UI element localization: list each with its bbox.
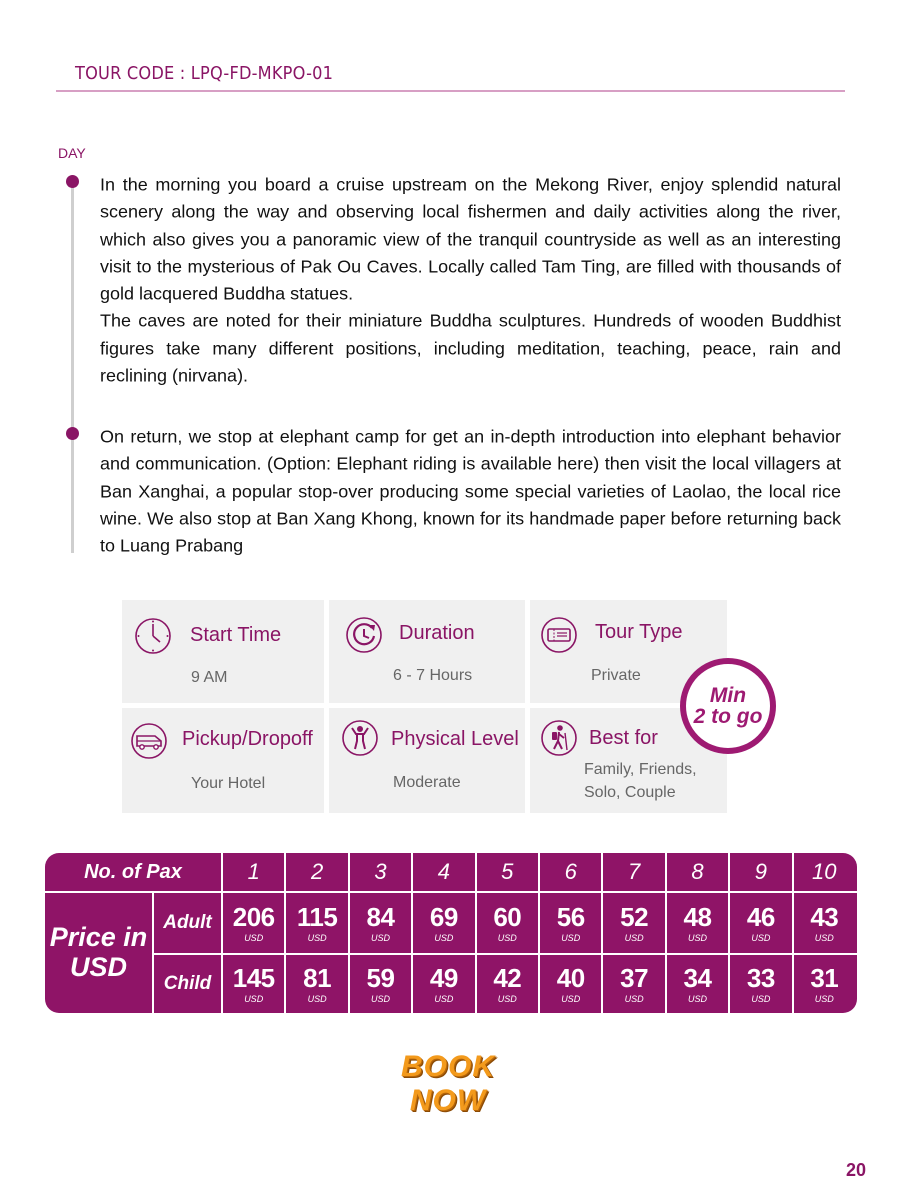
pax-number: 4	[437, 859, 450, 884]
child-price: 49	[429, 962, 458, 993]
adult-price: 43	[810, 901, 839, 932]
tour-type-value: Private	[591, 667, 641, 684]
table-divider	[601, 853, 603, 1013]
book-now-button[interactable]: BOOK NOW	[401, 1050, 495, 1117]
best-for-value	[584, 758, 697, 804]
timeline-dot	[66, 175, 79, 188]
best-for-line: Solo, Couple	[584, 784, 676, 801]
adult-price-cell	[477, 893, 538, 953]
itinerary-paragraph: The caves are noted for their miniature Buddha sculptures. Hundreds of wooden Buddhist figures take many different positions, including meditation, teaching, peace, rain and reclining (nirvana).	[100, 311, 841, 386]
min-pax-badge	[680, 658, 776, 754]
start-time-title: Start Time	[190, 624, 282, 646]
pickup-value: Your Hotel	[191, 775, 266, 792]
child-price: 37	[620, 962, 649, 993]
currency-label: USD	[307, 932, 327, 943]
itinerary-paragraph: On return, we stop at elephant camp for get an in-depth introduction into elephant behavior and communication. (Option: Elephant riding is available here) then visit the local villagers at Ban Xanghai, a popular stop-over producing some special varieties of Laolao, the local rice wine. We also stop at Ban Xang Khong, known for its handmade paper before returning back to Luang Prabang	[100, 426, 841, 556]
duration-value: 6 - 7 Hours	[393, 667, 473, 684]
adult-price: 84	[366, 901, 395, 932]
best-for-line: Family, Friends,	[584, 761, 697, 778]
child-price-cell	[540, 955, 601, 1013]
child-price: 33	[746, 962, 775, 993]
pax-header-cell	[350, 853, 411, 891]
duration-title: Duration	[399, 622, 475, 644]
adult-price-cell	[286, 893, 347, 953]
adult-price: 52	[620, 901, 649, 932]
table-divider	[411, 853, 413, 1013]
adult-price-cell	[603, 893, 664, 953]
adult-price: 48	[683, 901, 712, 932]
fitness-icon	[341, 719, 379, 757]
child-price-cell	[350, 955, 411, 1013]
pickup-title: Pickup/Dropoff	[182, 728, 313, 750]
physical-level-title: Physical Level	[391, 728, 519, 750]
adult-price-cell	[667, 893, 728, 953]
adult-price-cell	[223, 893, 284, 953]
table-divider	[728, 853, 730, 1013]
adult-price-cell	[413, 893, 474, 953]
adult-price: 46	[746, 901, 775, 932]
adult-price-cell	[540, 893, 601, 953]
price-table	[45, 853, 857, 1013]
child-price-cell	[286, 955, 347, 1013]
table-divider	[152, 891, 154, 1013]
pax-header-cell	[794, 853, 855, 891]
currency-label: USD	[497, 993, 517, 1004]
adult-price-cell	[730, 893, 791, 953]
pax-number: 2	[310, 859, 324, 884]
timeline-dot	[66, 427, 79, 440]
adult-label: Adult	[163, 912, 212, 933]
currency-label: USD	[497, 932, 517, 943]
pax-header-cell	[477, 853, 538, 891]
info-box-start-time	[122, 600, 324, 703]
pax-number: 1	[247, 859, 260, 884]
currency-label: USD	[434, 932, 454, 943]
table-divider	[475, 853, 477, 1013]
pax-header-cell	[286, 853, 347, 891]
physical-level-value: Moderate	[393, 774, 461, 791]
currency-label: USD	[370, 993, 390, 1004]
pax-header-cell	[413, 853, 474, 891]
currency-label: USD	[814, 932, 834, 943]
child-price: 145	[232, 962, 275, 993]
adult-price-cell	[794, 893, 855, 953]
adult-price: 56	[556, 901, 585, 932]
currency-label: USD	[307, 993, 327, 1004]
currency-label: USD	[624, 993, 644, 1004]
pax-header: No. of Pax	[84, 860, 182, 883]
currency-label: USD	[751, 993, 771, 1004]
currency-label: USD	[751, 932, 771, 943]
currency-label: USD	[370, 932, 390, 943]
itinerary-block-return	[100, 423, 841, 559]
currency-label: USD	[561, 993, 581, 1004]
table-divider	[45, 891, 857, 893]
info-box-pickup	[122, 708, 324, 813]
table-divider	[665, 853, 667, 1013]
header-divider	[56, 90, 845, 92]
ticket-icon	[540, 616, 578, 654]
child-price-cell	[223, 955, 284, 1013]
price-label-line2: USD	[69, 952, 127, 982]
tour-code: TOUR CODE : LPQ-FD-MKPO-01	[75, 63, 334, 84]
child-label: Child	[163, 973, 212, 994]
currency-label: USD	[561, 932, 581, 943]
currency-label: USD	[814, 993, 834, 1004]
pax-header-cell	[730, 853, 791, 891]
best-for-title: Best for	[589, 727, 658, 749]
adult-price: 60	[493, 901, 522, 932]
child-price-cell	[667, 955, 728, 1013]
table-divider	[348, 853, 350, 1013]
tour-type-title: Tour Type	[595, 621, 683, 643]
page-number: 20	[846, 1160, 867, 1180]
child-price-cell	[603, 955, 664, 1013]
itinerary-block-morning	[100, 171, 841, 389]
currency-label: USD	[687, 993, 707, 1004]
child-price: 59	[366, 962, 395, 993]
adult-price: 115	[296, 901, 338, 932]
timeline-line	[71, 185, 74, 553]
van-icon	[130, 722, 168, 760]
child-price: 31	[810, 962, 839, 993]
pax-number: 9	[754, 859, 767, 884]
start-time-value: 9 AM	[191, 669, 228, 686]
pax-number: 6	[564, 859, 577, 884]
currency-label: USD	[434, 993, 454, 1004]
price-label	[45, 891, 152, 1013]
pax-number: 10	[812, 859, 837, 884]
price-label-line1: Price in	[49, 922, 148, 952]
adult-price-cell	[350, 893, 411, 953]
pax-header-cell	[603, 853, 664, 891]
child-price-cell	[413, 955, 474, 1013]
table-divider	[284, 853, 286, 1013]
table-divider	[792, 853, 794, 1013]
min-badge-line1: Min	[709, 684, 747, 707]
pax-header-cell	[667, 853, 728, 891]
info-box-physical-level	[329, 708, 525, 813]
child-price-cell	[794, 955, 855, 1013]
currency-label: USD	[244, 993, 264, 1004]
pax-header-cell	[223, 853, 284, 891]
pax-header-cell	[540, 853, 601, 891]
child-price: 42	[493, 962, 522, 993]
table-divider	[538, 853, 540, 1013]
day-label: DAY	[58, 145, 86, 161]
adult-price: 69	[429, 901, 458, 932]
clock-icon	[134, 617, 172, 655]
info-box-duration	[329, 600, 525, 703]
itinerary-paragraph: In the morning you board a cruise upstream on the Mekong River, enjoy splendid natural scenery along the way and observing local fishermen and daily activities along the river, which also gives you a panoramic view of the tranquil countryside as well as an interesting visit to the mysterious of Pak Ou Caves. Locally called Tam Ting, are filled with thousands of gold lacquered Buddha statues.	[100, 174, 841, 304]
child-price: 81	[303, 962, 332, 993]
child-price-cell	[477, 955, 538, 1013]
adult-price: 206	[232, 901, 275, 932]
hiker-icon	[540, 719, 578, 757]
currency-label: USD	[624, 932, 644, 943]
min-badge-line2: 2 to go	[693, 705, 763, 728]
pax-number: 3	[374, 859, 387, 884]
table-divider	[221, 853, 223, 1013]
child-price: 40	[556, 962, 585, 993]
pax-number: 8	[691, 859, 704, 884]
child-price-cell	[730, 955, 791, 1013]
pax-number: 7	[627, 859, 641, 884]
currency-label: USD	[687, 932, 707, 943]
pax-number: 5	[501, 859, 514, 884]
duration-icon	[345, 616, 383, 654]
child-price: 34	[683, 962, 712, 993]
table-divider	[152, 953, 857, 955]
currency-label: USD	[244, 932, 264, 943]
